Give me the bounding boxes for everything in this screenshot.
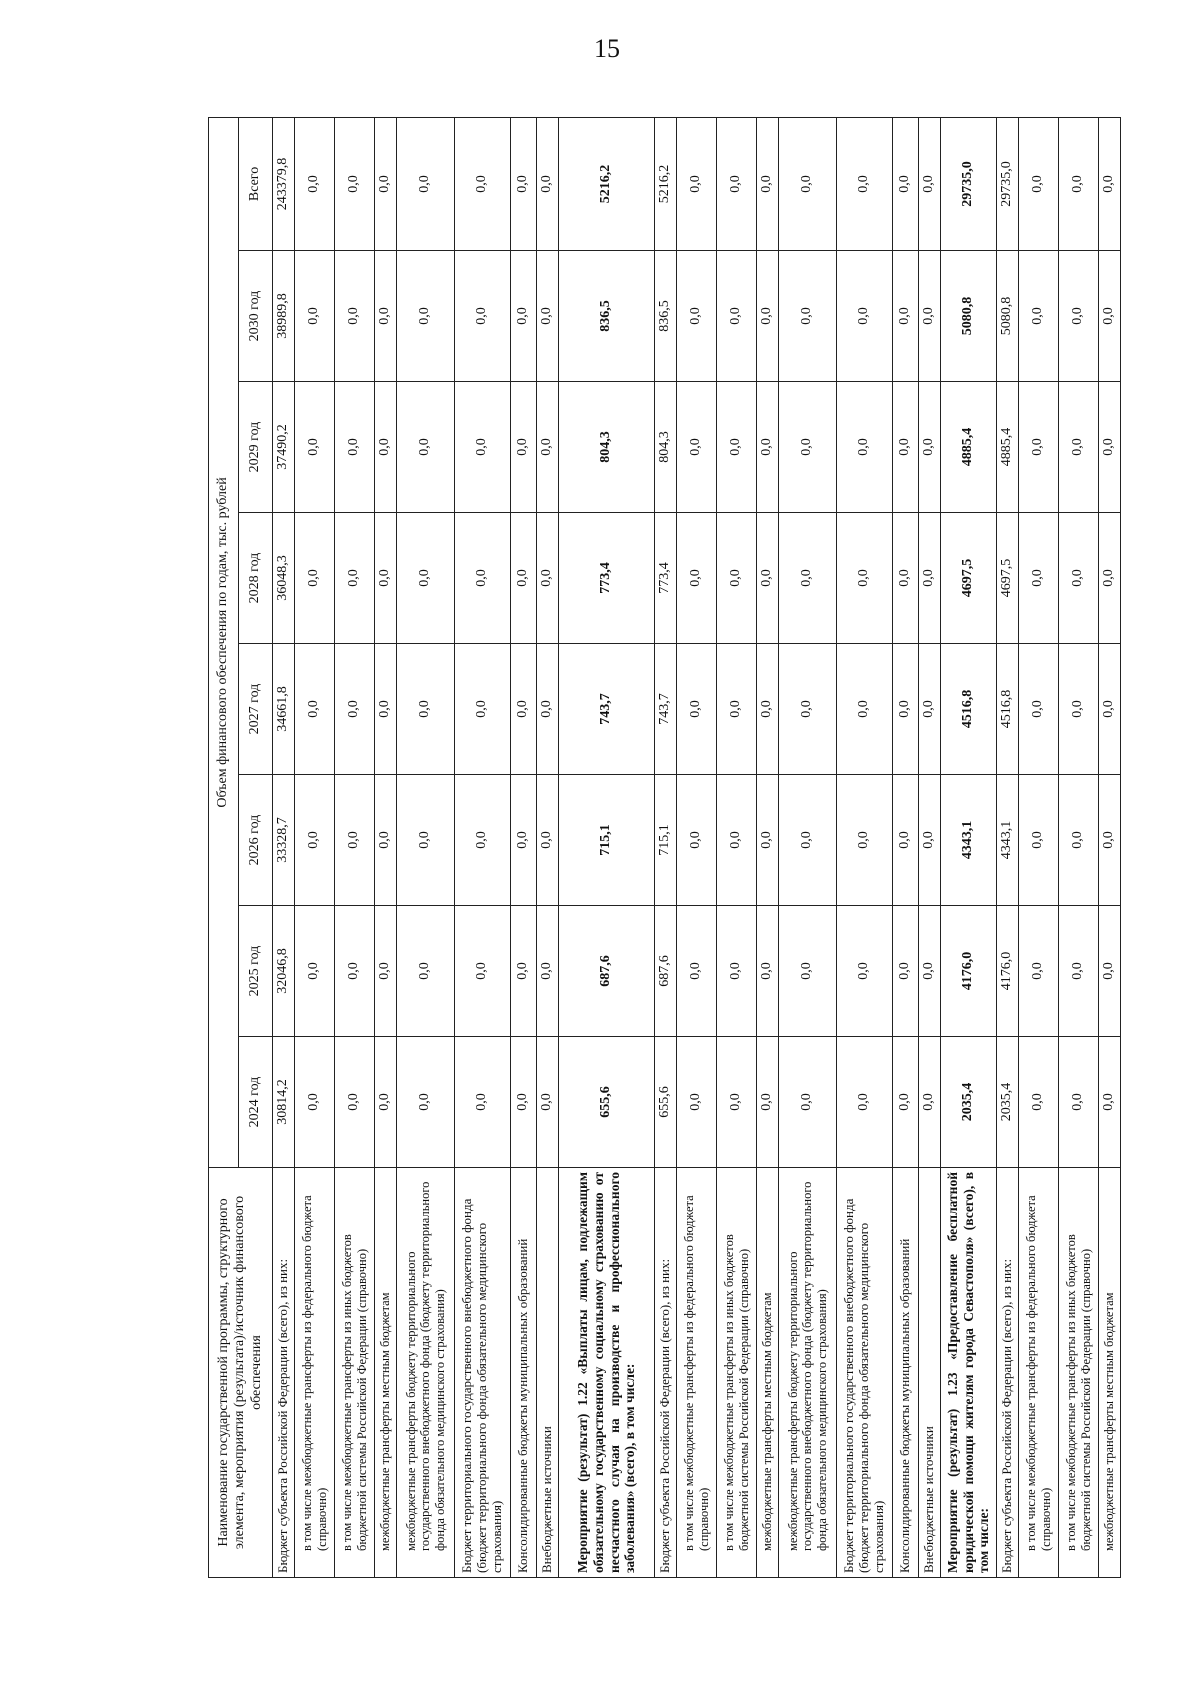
value-cell: 37490,2 [273, 382, 295, 513]
year-header: 2026 год [239, 775, 273, 906]
value-cell: 836,5 [655, 251, 677, 382]
value-cell: 0,0 [757, 251, 779, 382]
value-cell: 0,0 [511, 117, 537, 250]
table-row [455, 117, 511, 1577]
value-cell: 0,0 [757, 644, 779, 775]
value-cell: 4885,4 [997, 382, 1019, 513]
value-cell: 0,0 [837, 382, 893, 513]
value-cell: 0,0 [397, 251, 455, 382]
value-cell: 243379,8 [273, 117, 295, 250]
value-cell: 0,0 [757, 906, 779, 1037]
value-cell: 0,0 [1019, 251, 1059, 382]
value-cell: 0,0 [757, 775, 779, 906]
value-cell: 0,0 [677, 382, 717, 513]
value-cell: 0,0 [779, 644, 837, 775]
value-cell: 0,0 [335, 117, 375, 250]
table-row [1019, 117, 1059, 1577]
value-cell: 0,0 [511, 906, 537, 1037]
value-cell: 0,0 [1019, 775, 1059, 906]
value-cell: 4697,5 [997, 513, 1019, 644]
row-label: Бюджет территориального государственного внебюджетного фонда (бюджет территориального фонда обязательного медицинского страхования) [837, 1168, 893, 1578]
value-cell: 30814,2 [273, 1037, 295, 1168]
value-cell: 0,0 [757, 513, 779, 644]
value-cell: 743,7 [559, 644, 655, 775]
value-cell: 0,0 [511, 644, 537, 775]
value-cell: 0,0 [375, 775, 397, 906]
financing-table [208, 117, 1121, 1578]
value-cell: 0,0 [335, 644, 375, 775]
name-column-header: Наименование государственной программы, структурного элемента, мероприятия (результата)/источник финансового обеспечения [209, 1168, 273, 1578]
value-cell: 0,0 [397, 906, 455, 1037]
value-cell: 715,1 [655, 775, 677, 906]
value-cell: 0,0 [455, 1037, 511, 1168]
table-row [375, 117, 397, 1577]
row-label: Консолидированные бюджеты муниципальных образований [893, 1168, 919, 1578]
value-cell: 0,0 [455, 382, 511, 513]
row-label: межбюджетные трансферты местным бюджетам [757, 1168, 779, 1578]
value-cell: 0,0 [295, 382, 335, 513]
table-row [919, 117, 941, 1577]
value-cell: 4516,8 [997, 644, 1019, 775]
value-cell: 0,0 [717, 513, 757, 644]
table-row [837, 117, 893, 1577]
value-cell: 0,0 [375, 117, 397, 250]
value-cell: 0,0 [511, 513, 537, 644]
table-row [1099, 117, 1121, 1577]
year-header: Всего [239, 117, 273, 250]
value-cell: 4343,1 [941, 775, 997, 906]
value-cell: 0,0 [779, 906, 837, 1037]
value-cell: 0,0 [837, 251, 893, 382]
row-label: Бюджет территориального государственного внебюджетного фонда (бюджет территориального фонда обязательного медицинского страхования) [455, 1168, 511, 1578]
value-cell: 0,0 [893, 1037, 919, 1168]
value-cell: 0,0 [1099, 382, 1121, 513]
value-cell: 0,0 [1059, 117, 1099, 250]
table-row [997, 117, 1019, 1577]
value-cell: 0,0 [335, 775, 375, 906]
value-cell: 0,0 [837, 513, 893, 644]
row-label: Бюджет субъекта Российской Федерации (всего), из них: [997, 1168, 1019, 1578]
value-cell: 34661,8 [273, 644, 295, 775]
value-cell: 0,0 [919, 382, 941, 513]
year-header: 2025 год [239, 906, 273, 1037]
value-cell: 0,0 [295, 513, 335, 644]
row-label: межбюджетные трансферты местным бюджетам [1099, 1168, 1121, 1578]
value-cell: 0,0 [455, 775, 511, 906]
value-cell: 29735,0 [997, 117, 1019, 250]
value-cell: 0,0 [677, 644, 717, 775]
rotated-table-container [208, 118, 1117, 1578]
value-cell: 0,0 [919, 1037, 941, 1168]
value-cell: 0,0 [537, 775, 559, 906]
value-cell: 0,0 [455, 513, 511, 644]
row-label: межбюджетные трансферты бюджету территориального государственного внебюджетного фонда (бюджету территориального фонда обязательного медицинского страхования) [397, 1168, 455, 1578]
row-label: Мероприятие (результат) 1.23 «Предоставление бесплатной юридической помощи жителям города Севастополя» (всего), в том числе: [941, 1168, 997, 1578]
value-cell: 0,0 [335, 906, 375, 1037]
value-cell: 0,0 [757, 117, 779, 250]
value-cell: 0,0 [335, 1037, 375, 1168]
value-cell: 0,0 [893, 906, 919, 1037]
table-row [1059, 117, 1099, 1577]
value-cell: 0,0 [511, 382, 537, 513]
value-cell: 0,0 [375, 513, 397, 644]
table-row [779, 117, 837, 1577]
row-label: в том числе межбюджетные трансферты из федерального бюджета (справочно) [677, 1168, 717, 1578]
value-cell: 0,0 [677, 775, 717, 906]
value-cell: 0,0 [335, 382, 375, 513]
value-cell: 5216,2 [655, 117, 677, 250]
table-row [335, 117, 375, 1577]
value-cell: 33328,7 [273, 775, 295, 906]
value-cell: 0,0 [779, 1037, 837, 1168]
value-cell: 0,0 [919, 906, 941, 1037]
value-cell: 0,0 [717, 644, 757, 775]
value-cell: 0,0 [397, 775, 455, 906]
volume-header: Объем финансового обеспечения по годам, тыс. рублей [209, 117, 239, 1167]
row-label: Бюджет субъекта Российской Федерации (всего), из них: [273, 1168, 295, 1578]
value-cell: 5080,8 [997, 251, 1019, 382]
table-row [511, 117, 537, 1577]
value-cell: 804,3 [559, 382, 655, 513]
value-cell: 0,0 [717, 117, 757, 250]
value-cell: 0,0 [717, 382, 757, 513]
value-cell: 0,0 [837, 775, 893, 906]
row-label: в том числе межбюджетные трансферты из иных бюджетов бюджетной системы Российской Федерации (справочно) [1059, 1168, 1099, 1578]
value-cell: 0,0 [375, 644, 397, 775]
table-row [397, 117, 455, 1577]
value-cell: 0,0 [397, 644, 455, 775]
value-cell: 0,0 [919, 644, 941, 775]
value-cell: 0,0 [779, 251, 837, 382]
value-cell: 0,0 [919, 117, 941, 250]
value-cell: 0,0 [837, 117, 893, 250]
value-cell: 0,0 [837, 906, 893, 1037]
value-cell: 0,0 [375, 251, 397, 382]
value-cell: 0,0 [757, 1037, 779, 1168]
row-label: межбюджетные трансферты местным бюджетам [375, 1168, 397, 1578]
value-cell: 0,0 [1099, 644, 1121, 775]
value-cell: 0,0 [1099, 1037, 1121, 1168]
value-cell: 0,0 [1019, 1037, 1059, 1168]
row-label: в том числе межбюджетные трансферты из федерального бюджета (справочно) [295, 1168, 335, 1578]
value-cell: 0,0 [295, 117, 335, 250]
value-cell: 0,0 [375, 1037, 397, 1168]
value-cell: 4516,8 [941, 644, 997, 775]
value-cell: 0,0 [757, 382, 779, 513]
value-cell: 0,0 [837, 1037, 893, 1168]
value-cell: 0,0 [375, 906, 397, 1037]
year-header: 2029 год [239, 382, 273, 513]
table-row [273, 117, 295, 1577]
page-number: 15 [594, 34, 620, 63]
value-cell: 0,0 [455, 644, 511, 775]
value-cell: 0,0 [455, 117, 511, 250]
table-row [717, 117, 757, 1577]
value-cell: 0,0 [717, 775, 757, 906]
value-cell: 0,0 [1019, 382, 1059, 513]
value-cell: 0,0 [893, 382, 919, 513]
table-row [655, 117, 677, 1577]
row-label: Внебюджетные источники [919, 1168, 941, 1578]
value-cell: 0,0 [1059, 1037, 1099, 1168]
value-cell: 0,0 [1059, 513, 1099, 644]
value-cell: 0,0 [511, 251, 537, 382]
value-cell: 0,0 [537, 382, 559, 513]
value-cell: 655,6 [559, 1037, 655, 1168]
value-cell: 5216,2 [559, 117, 655, 250]
row-label: Консолидированные бюджеты муниципальных образований [511, 1168, 537, 1578]
value-cell: 36048,3 [273, 513, 295, 644]
value-cell: 0,0 [1019, 117, 1059, 250]
value-cell: 0,0 [295, 906, 335, 1037]
year-header: 2030 год [239, 251, 273, 382]
value-cell: 715,1 [559, 775, 655, 906]
value-cell: 0,0 [397, 1037, 455, 1168]
value-cell: 836,5 [559, 251, 655, 382]
value-cell: 0,0 [1019, 644, 1059, 775]
value-cell: 38989,8 [273, 251, 295, 382]
value-cell: 0,0 [677, 117, 717, 250]
value-cell: 29735,0 [941, 117, 997, 250]
table-row [677, 117, 717, 1577]
value-cell: 0,0 [677, 513, 717, 644]
row-label: Бюджет субъекта Российской Федерации (всего), из них: [655, 1168, 677, 1578]
value-cell: 0,0 [919, 251, 941, 382]
value-cell: 687,6 [655, 906, 677, 1037]
row-label: межбюджетные трансферты бюджету территориального государственного внебюджетного фонда (бюджету территориального фонда обязательного медицинского страхования) [779, 1168, 837, 1578]
value-cell: 4885,4 [941, 382, 997, 513]
value-cell: 0,0 [1099, 513, 1121, 644]
value-cell: 773,4 [559, 513, 655, 644]
value-cell: 0,0 [677, 906, 717, 1037]
value-cell: 32046,8 [273, 906, 295, 1037]
row-label: в том числе межбюджетные трансферты из иных бюджетов бюджетной системы Российской Федерации (справочно) [717, 1168, 757, 1578]
value-cell: 0,0 [335, 251, 375, 382]
value-cell: 0,0 [717, 906, 757, 1037]
value-cell: 0,0 [455, 251, 511, 382]
value-cell: 0,0 [1059, 382, 1099, 513]
value-cell: 0,0 [779, 382, 837, 513]
table-row [757, 117, 779, 1577]
value-cell: 0,0 [779, 513, 837, 644]
table-row [537, 117, 559, 1577]
value-cell: 0,0 [893, 644, 919, 775]
value-cell: 0,0 [717, 1037, 757, 1168]
value-cell: 0,0 [455, 906, 511, 1037]
value-cell: 0,0 [893, 117, 919, 250]
value-cell: 4176,0 [997, 906, 1019, 1037]
row-label: в том числе межбюджетные трансферты из федерального бюджета (справочно) [1019, 1168, 1059, 1578]
value-cell: 4343,1 [997, 775, 1019, 906]
value-cell: 0,0 [779, 775, 837, 906]
value-cell: 0,0 [397, 117, 455, 250]
value-cell: 0,0 [1059, 644, 1099, 775]
value-cell: 0,0 [1019, 906, 1059, 1037]
value-cell: 773,4 [655, 513, 677, 644]
table-row [941, 117, 997, 1577]
value-cell: 0,0 [1099, 117, 1121, 250]
value-cell: 0,0 [397, 382, 455, 513]
value-cell: 0,0 [919, 775, 941, 906]
year-header: 2028 год [239, 513, 273, 644]
value-cell: 804,3 [655, 382, 677, 513]
value-cell: 0,0 [295, 775, 335, 906]
row-label: Мероприятие (результат) 1.22 «Выплаты лицам, подлежащим обязательному государственному социальному страхованию от несчастного случая на производстве и профессионального заболевания» (всего), в том числе: [559, 1168, 655, 1578]
value-cell: 0,0 [717, 251, 757, 382]
value-cell: 0,0 [335, 513, 375, 644]
value-cell: 2035,4 [941, 1037, 997, 1168]
value-cell: 0,0 [511, 1037, 537, 1168]
value-cell: 0,0 [375, 382, 397, 513]
row-label: Внебюджетные источники [537, 1168, 559, 1578]
value-cell: 0,0 [537, 117, 559, 250]
value-cell: 0,0 [397, 513, 455, 644]
table-row [893, 117, 919, 1577]
value-cell: 0,0 [537, 644, 559, 775]
value-cell: 2035,4 [997, 1037, 1019, 1168]
value-cell: 0,0 [1019, 513, 1059, 644]
value-cell: 0,0 [295, 1037, 335, 1168]
value-cell: 4176,0 [941, 906, 997, 1037]
value-cell: 0,0 [295, 251, 335, 382]
value-cell: 0,0 [677, 1037, 717, 1168]
value-cell: 0,0 [537, 251, 559, 382]
row-label: в том числе межбюджетные трансферты из иных бюджетов бюджетной системы Российской Федерации (справочно) [335, 1168, 375, 1578]
value-cell: 0,0 [511, 775, 537, 906]
value-cell: 0,0 [893, 775, 919, 906]
value-cell: 0,0 [537, 513, 559, 644]
value-cell: 655,6 [655, 1037, 677, 1168]
value-cell: 0,0 [1059, 775, 1099, 906]
value-cell: 687,6 [559, 906, 655, 1037]
value-cell: 0,0 [1099, 775, 1121, 906]
value-cell: 5080,8 [941, 251, 997, 382]
value-cell: 0,0 [1099, 251, 1121, 382]
value-cell: 0,0 [837, 644, 893, 775]
value-cell: 0,0 [1059, 906, 1099, 1037]
value-cell: 0,0 [295, 644, 335, 775]
year-header: 2024 год [239, 1037, 273, 1168]
value-cell: 0,0 [1099, 906, 1121, 1037]
value-cell: 0,0 [919, 513, 941, 644]
value-cell: 4697,5 [941, 513, 997, 644]
value-cell: 0,0 [537, 906, 559, 1037]
table-row [559, 117, 655, 1577]
value-cell: 0,0 [779, 117, 837, 250]
table-row [295, 117, 335, 1577]
value-cell: 743,7 [655, 644, 677, 775]
year-header: 2027 год [239, 644, 273, 775]
value-cell: 0,0 [893, 251, 919, 382]
value-cell: 0,0 [677, 251, 717, 382]
value-cell: 0,0 [537, 1037, 559, 1168]
value-cell: 0,0 [893, 513, 919, 644]
value-cell: 0,0 [1059, 251, 1099, 382]
